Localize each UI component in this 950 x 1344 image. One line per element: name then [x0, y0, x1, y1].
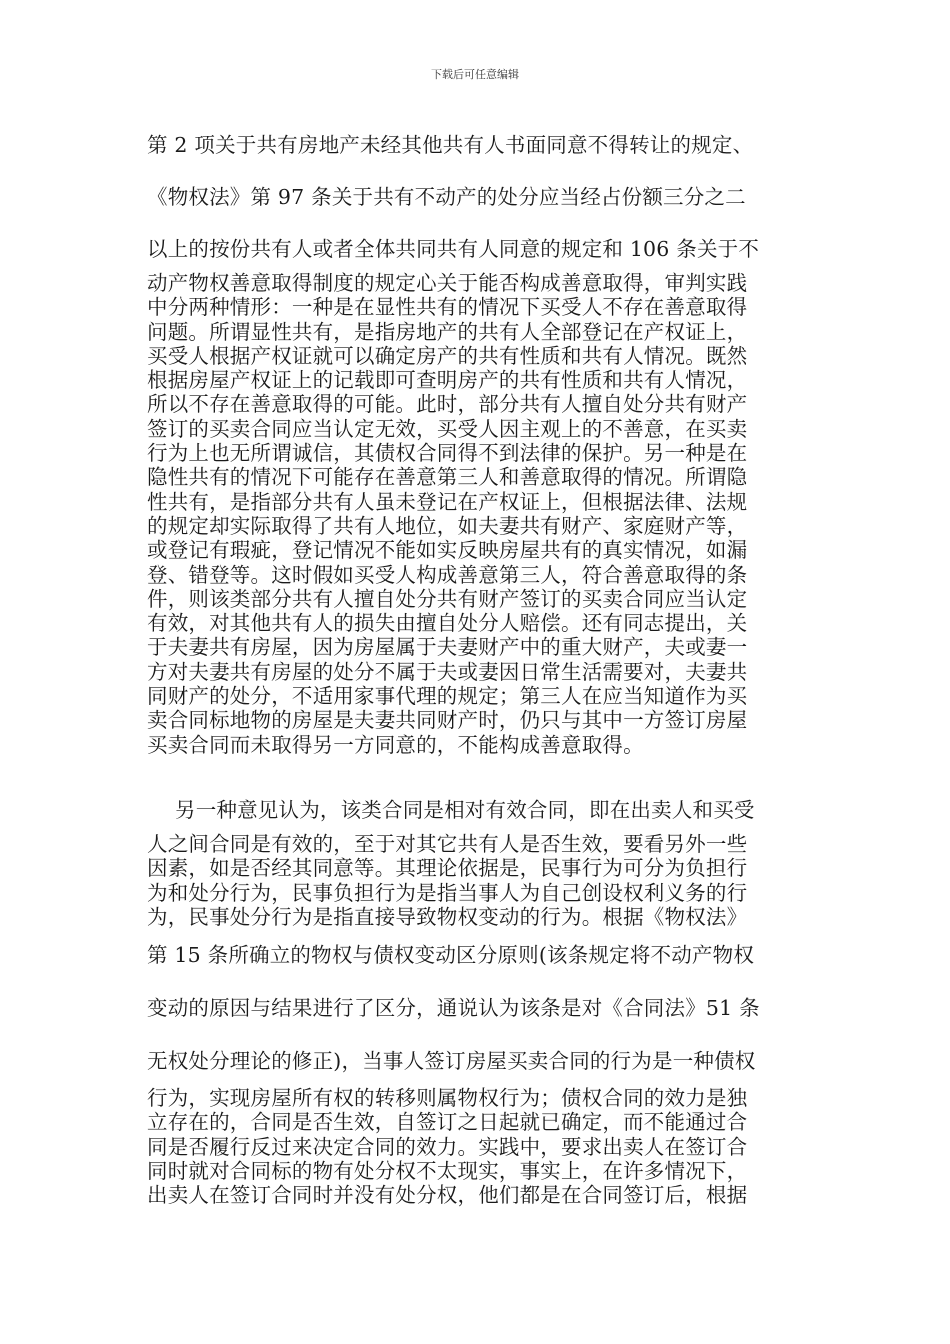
text-line: 人之间合同是有效的，至于对其它共有人是否生效，要看另外一些 [147, 831, 748, 856]
text-line: 所以不存在善意取得的可能。此时，部分共有人擅自处分共有财产 [147, 392, 748, 417]
text-line: 根据房屋产权证上的记载即可查明房产的共有性质和共有人情况， [147, 368, 748, 393]
text-line: 有效，对其他共有人的损失由擅自处分人赔偿。还有同志提出，关 [147, 611, 748, 636]
document-body [147, 132, 803, 1208]
text-line: 签订的买卖合同应当认定无效，买受人因主观上的不善意，在买卖 [147, 416, 748, 441]
text-line: 动产物权善意取得制度的规定心关于能否构成善意取得，审判实践 [147, 271, 748, 295]
text-line: 同财产的处分，不适用家事代理的规定；第三人在应当知道作为买 [147, 684, 748, 709]
text-line: 行为上也无所谓诚信，其债权合同得不到法律的保护。另一种是在 [147, 441, 748, 466]
text-line: 第 15 条所确立的物权与债权变动区分原则(该条规定将不动产物权 [147, 943, 755, 968]
text-line: 性共有，是指部分共有人虽未登记在产权证上，但根据法律、法规 [147, 489, 748, 514]
text-line: 卖合同标地物的房屋是夫妻共同财产时，仍只与其中一方签订房屋 [147, 708, 748, 733]
text-line: 同时就对合同标的物有处分权不太现实，事实上，在许多情况下， [147, 1159, 748, 1184]
text-line: 问题。所谓显性共有，是指房地产的共有人全部登记在产权证上， [147, 319, 748, 344]
text-line: 于夫妻共有房屋，因为房屋属于夫妻财产中的重大财产，夫或妻一 [147, 635, 748, 660]
text-line: 件，则该类部分共有人擅自处分共有财产签订的买卖合同应当认定 [147, 586, 748, 611]
text-line: 的规定却实际取得了共有人地位，如夫妻共有财产、家庭财产等， [147, 513, 748, 538]
text-line: 中分两种情形：一种是在显性共有的情况下买受人不存在善意取得 [147, 295, 748, 320]
text-line: 《物权法》第 97 条关于共有不动产的处分应当经占份额三分之二 [147, 185, 746, 209]
text-line: 以上的按份共有人或者全体共同共有人同意的规定和 106 条关于不 [147, 237, 760, 261]
text-line: 出卖人在签订合同时并没有处分权，他们都是在合同签订后，根据 [147, 1183, 748, 1208]
text-line: 买卖合同而未取得另一方同意的，不能构成善意取得。 [147, 732, 644, 757]
text-line: 为，民事处分行为是指直接导致物权变动的行为。根据《物权法》 [147, 904, 748, 929]
page-header: 下载后可任意编辑 [431, 68, 519, 81]
text-line: 行为，实现房屋所有权的转移则属物权行为；债权合同的效力是独 [147, 1086, 748, 1111]
paragraph-1-wide-lines [147, 132, 803, 263]
text-line: 方对夫妻共有房屋的处分不属于夫或妻因日常生活需要对，夫妻共 [147, 659, 748, 684]
text-line: 隐性共有的情况下可能存在善意第三人和善意取得的情况。所谓隐 [147, 465, 748, 490]
paragraph-1-body [147, 271, 803, 757]
text-line: 登、错登等。这时假如买受人构成善意第三人，符合善意取得的条 [147, 562, 748, 587]
text-line: 变动的原因与结果进行了区分，通说认为该条是对《合同法》51 条 [147, 996, 760, 1021]
text-line: 买受人根据产权证就可以确定房产的共有性质和共有人情况。既然 [147, 343, 748, 368]
text-line: 为和处分行为，民事负担行为是指当事人为自己创设权利义务的行 [147, 880, 748, 905]
text-line: 因素，如是否经其同意等。其理论依据是，民事行为可分为负担行 [147, 856, 748, 881]
text-line: 无权处分理论的修正)，当事人签订房屋买卖合同的行为是一种债权 [147, 1049, 756, 1074]
paragraph-2 [147, 793, 803, 1208]
text-line: 立存在的，合同是否生效，自签订之日起就已确定，而不能通过合 [147, 1110, 748, 1135]
text-line: 第 2 项关于共有房地产未经其他共有人书面同意不得转让的规定、 [147, 133, 754, 157]
text-line: 另一种意见认为，该类合同是相对有效合同，即在出卖人和买受 [175, 797, 755, 822]
text-line: 或登记有瑕疵，登记情况不能如实反映房屋共有的真实情况，如漏 [147, 538, 748, 563]
text-line: 同是否履行反过来决定合同的效力。实践中，要求出卖人在签订合 [147, 1134, 748, 1159]
